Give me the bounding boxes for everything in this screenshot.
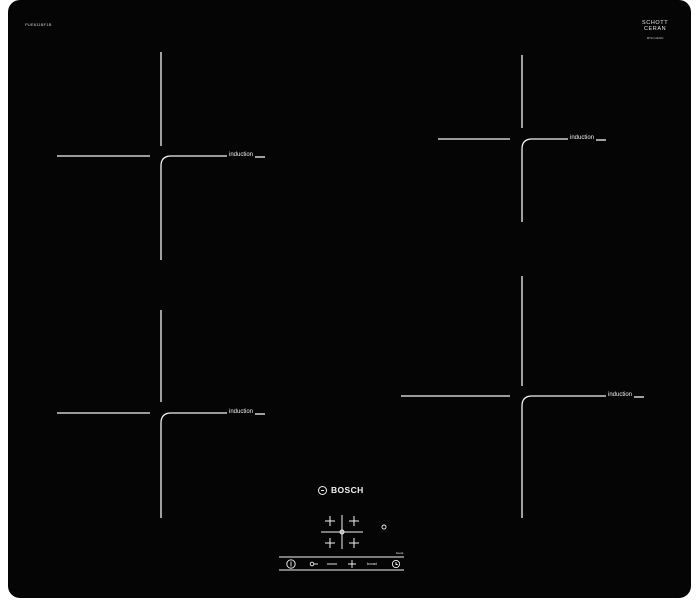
child-lock-button[interactable] [307,558,321,570]
bosch-armature-icon [318,486,327,495]
zone-indicator-dot [382,525,386,529]
glass-brand-line2: CERAN [643,26,667,32]
zone-select-front-right [325,538,335,548]
boost-button[interactable]: boost [367,561,377,566]
zone-1-label: induction [229,152,254,158]
minus-button[interactable] [324,558,340,570]
zone-select-back-left [349,516,359,526]
brand-name: BOSCH [331,485,364,495]
zone-2-corner [161,413,227,518]
zone-2-label: induction [229,409,254,415]
brand-logo [318,485,364,495]
zone-4-label: induction [608,392,633,398]
zone-selector[interactable] [321,515,363,549]
timer-button[interactable] [389,558,403,570]
boost-small-label: boost [396,551,404,555]
zone-select-back-right [349,538,359,548]
glass-brand-line1: SCHOTT [642,20,669,26]
zone-1-corner [161,156,227,260]
model-code: PUE611BF1B [25,22,52,27]
zone-3-corner [522,139,568,222]
zone-4-corner [522,396,606,518]
plus-button[interactable] [345,558,359,570]
zone-3-label: induction [570,135,595,141]
zone-select-front-left [325,516,335,526]
power-button[interactable] [284,558,298,570]
glass-brand-sub: MISCHEND [646,36,664,40]
